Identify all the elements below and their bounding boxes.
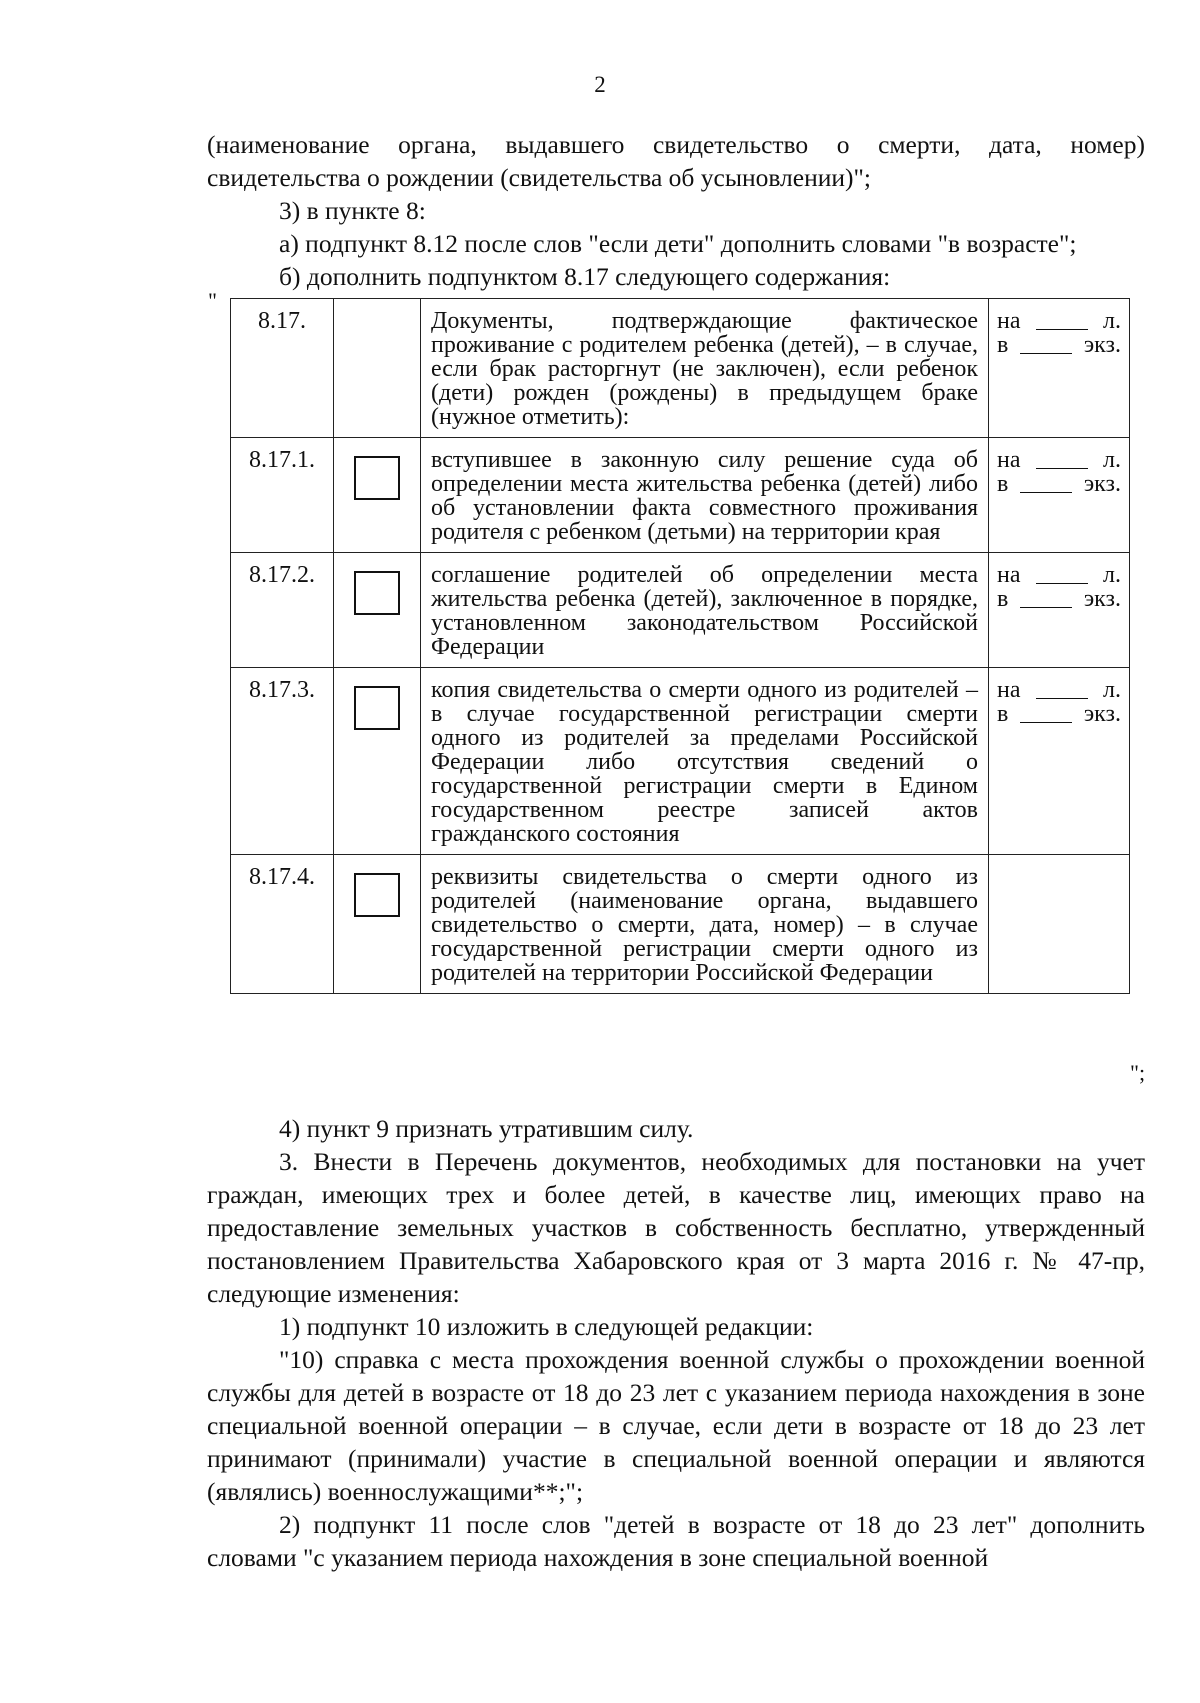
- checkbox[interactable]: [354, 873, 400, 917]
- paragraph-a: а) подпункт 8.12 после слов "если дети" дополнить словами "в возрасте";: [279, 229, 1077, 258]
- item-text: реквизиты свидетельства о смерти одного из родителей (наименование органа, выдавшего свидетельство о смерти, дата, номер) – в случае государственной регистрации смерти одного из родителей на территории Российской Федерации: [421, 855, 989, 994]
- label-v: в: [997, 471, 1009, 497]
- copies-blank: [1020, 587, 1072, 608]
- page-number: 2: [594, 72, 606, 97]
- pages-blank: [1036, 678, 1088, 699]
- label-l: л.: [1103, 562, 1121, 588]
- label-na: на: [997, 447, 1021, 473]
- copies-blank: [1020, 472, 1072, 493]
- subparagraph-1: 1) подпункт 10 изложить в следующей редакции:: [279, 1312, 814, 1341]
- table-row: [231, 553, 1130, 668]
- table-row: [231, 855, 1130, 994]
- item-number: 8.17.3.: [231, 668, 334, 855]
- section-3: 3. Внести в Перечень документов, необходимых для постановки на учет граждан, имеющих трех и более детей, в качестве лиц, имеющих право на предоставление земельных участков в собственность бесплатно, утвержденный постановлением Правительства Хабаровского края от 3 марта 2016 г. № 47-пр, следующие изменения:: [207, 1147, 1145, 1308]
- pages-blank: [1036, 309, 1088, 330]
- opening-quote: ": [208, 288, 217, 313]
- subparagraph-10-text: "10) справка с места прохождения военной службы о прохождении военной службы для детей в возрасте от 18 до 23 лет с указанием периода нахождения в зоне специальной военной операции – в случае, если дети в возрасте от 18 до 23 лет принимают (принимали) участие в специальной военной операции и являются (являлись) военнослужащими**;";: [207, 1345, 1145, 1506]
- checkbox-cell: [334, 668, 421, 855]
- item-number: 8.17.1.: [231, 438, 334, 553]
- label-na: на: [997, 677, 1021, 703]
- checkbox-cell: [334, 438, 421, 553]
- label-l: л.: [1103, 308, 1121, 334]
- checkbox[interactable]: [354, 456, 400, 500]
- label-l: л.: [1103, 677, 1121, 703]
- label-l: л.: [1103, 447, 1121, 473]
- label-na: на: [997, 562, 1021, 588]
- item-text: вступившее в законную силу решение суда об определении места жительства ребенка (детей) либо об установлении факта совместного проживания родителя с ребенком (детьми) на территории края: [421, 438, 989, 553]
- table-row: [231, 299, 1130, 438]
- paragraph-3: 3) в пункте 8:: [279, 196, 426, 225]
- label-v: в: [997, 586, 1009, 612]
- checkbox[interactable]: [354, 686, 400, 730]
- copies-blank: [1020, 333, 1072, 354]
- label-ekz: экз.: [1083, 471, 1121, 497]
- label-ekz: экз.: [1083, 332, 1121, 358]
- item-text: копия свидетельства о смерти одного из родителей – в случае государственной регистрации смерти одного из родителей за пределами Российской Федерации либо отсутствия сведений о государственной регистрации смерти в Едином государственном реестре записей актов гражданского состояния: [421, 668, 989, 855]
- pages-blank: [1036, 448, 1088, 469]
- label-v: в: [997, 701, 1009, 727]
- intro-section: [207, 128, 1145, 293]
- empty-cell: [334, 299, 421, 438]
- bottom-section: [207, 1112, 1145, 1574]
- label-v: в: [997, 332, 1009, 358]
- item-number: 8.17.4.: [231, 855, 334, 994]
- item-text: соглашение родителей об определении места жительства ребенка (детей), заключенное в порядке, установленном законодательством Российской Федерации: [421, 553, 989, 668]
- closing-quote: ";: [1130, 1060, 1146, 1085]
- paragraph-4: 4) пункт 9 признать утратившим силу.: [279, 1114, 694, 1143]
- pages-copies-cell: [989, 553, 1130, 668]
- pages-copies-cell: [989, 299, 1130, 438]
- pages-blank: [1036, 563, 1088, 584]
- empty-cell: [989, 855, 1130, 994]
- item-text: Документы, подтверждающие фактическое проживание с родителем ребенка (детей), – в случае, если брак расторгнут (не заключен), если ребенок (дети) рожден (рождены) в предыдущем браке (нужное отметить):: [421, 299, 989, 438]
- table-row: [231, 438, 1130, 553]
- copies-blank: [1020, 702, 1072, 723]
- pages-copies-cell: [989, 668, 1130, 855]
- item-number: 8.17.2.: [231, 553, 334, 668]
- subparagraph-2: 2) подпункт 11 после слов "детей в возрасте от 18 до 23 лет" дополнить словами "с указанием периода нахождения в зоне специальной военной: [207, 1510, 1145, 1572]
- label-na: на: [997, 308, 1021, 334]
- paragraph-b: б) дополнить подпунктом 8.17 следующего содержания:: [279, 262, 891, 291]
- pages-copies-cell: [989, 438, 1130, 553]
- checkbox-cell: [334, 553, 421, 668]
- checkbox[interactable]: [354, 571, 400, 615]
- table-row: [231, 668, 1130, 855]
- checkbox-cell: [334, 855, 421, 994]
- intro-line-2: свидетельства о рождении (свидетельства об усыновлении)";: [207, 163, 872, 192]
- intro-line-1: (наименование органа, выдавшего свидетельство о смерти, дата, номер): [207, 130, 1145, 159]
- item-number: 8.17.: [231, 299, 334, 438]
- documents-table: [230, 298, 1130, 994]
- label-ekz: экз.: [1083, 701, 1121, 727]
- label-ekz: экз.: [1083, 586, 1121, 612]
